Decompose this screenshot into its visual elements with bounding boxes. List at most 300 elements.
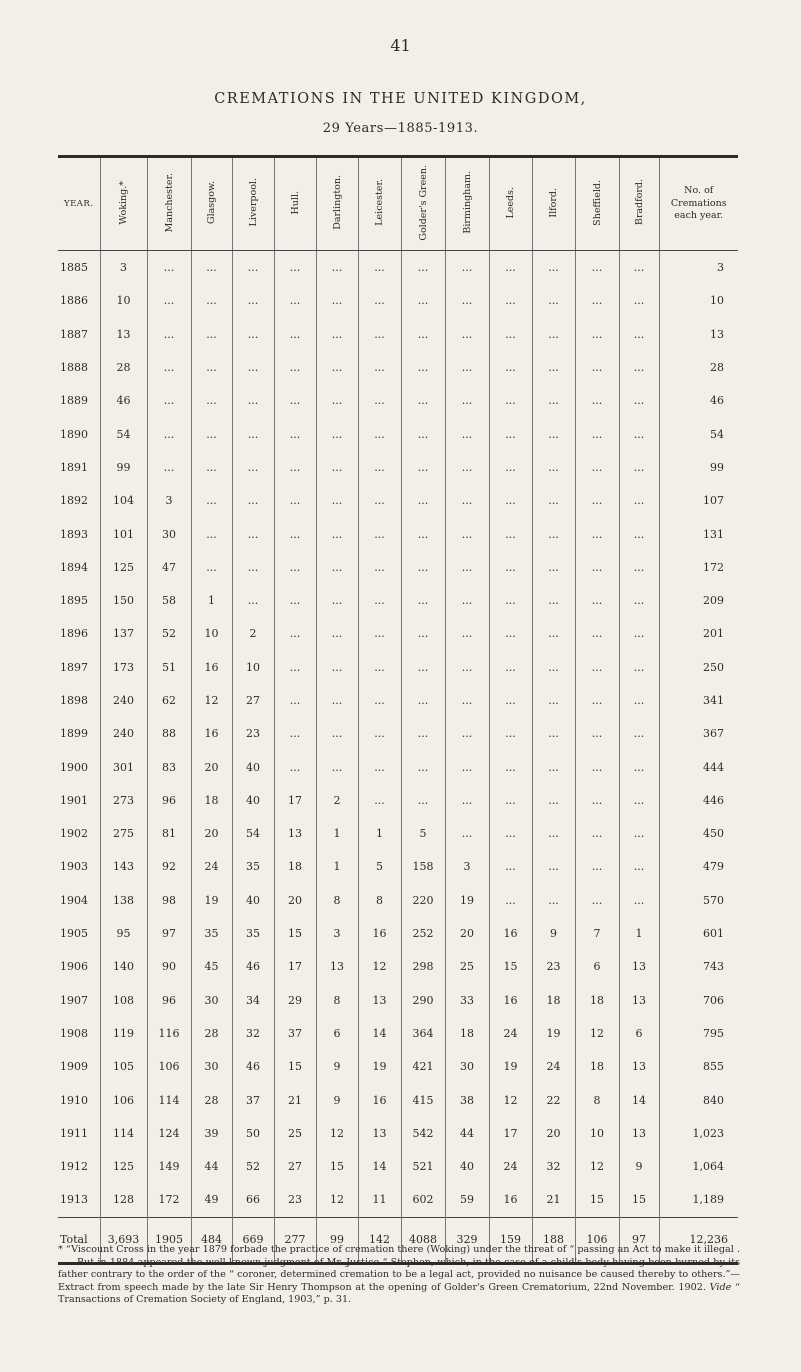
- table-row: [58, 551, 738, 584]
- header-place: [445, 157, 489, 251]
- table-cell: 21: [274, 1083, 316, 1116]
- header-place: [401, 157, 445, 251]
- table-cell: 3: [445, 850, 489, 883]
- table-cell: ...: [532, 750, 575, 783]
- table-cell: 34: [232, 984, 274, 1017]
- table-cell: 7: [575, 917, 619, 950]
- table-cell: 6: [619, 1017, 659, 1050]
- table-cell: ...: [619, 651, 659, 684]
- table-cell: 12: [358, 950, 401, 983]
- table-cell: 13: [619, 1117, 659, 1150]
- table-row: [58, 517, 738, 550]
- table-cell: 20: [274, 884, 316, 917]
- table-cell: ...: [274, 551, 316, 584]
- table-cell: ...: [316, 584, 358, 617]
- table-row: [58, 384, 738, 417]
- table-cell: 33: [445, 984, 489, 1017]
- table-cell: ...: [274, 351, 316, 384]
- table-cell: ...: [619, 750, 659, 783]
- yearly-total-cell: 840: [659, 1083, 738, 1116]
- table-cell: 17: [274, 784, 316, 817]
- total-cell: 669: [232, 1217, 274, 1263]
- table-cell: 24: [532, 1050, 575, 1083]
- table-cell: ...: [445, 817, 489, 850]
- table-cell: 40: [232, 884, 274, 917]
- table-row: [58, 1017, 738, 1050]
- table-cell: ...: [316, 451, 358, 484]
- table-cell: ...: [274, 417, 316, 450]
- header-place: [358, 157, 401, 251]
- table-cell: 106: [147, 1050, 191, 1083]
- table-cell: ...: [575, 451, 619, 484]
- table-cell: 15: [619, 1183, 659, 1217]
- year-cell: 1911: [60, 1126, 88, 1140]
- table-cell: ...: [575, 584, 619, 617]
- table-cell: ...: [445, 651, 489, 684]
- table-row: [58, 750, 738, 783]
- table-cell: ...: [619, 251, 659, 285]
- table-cell: ...: [316, 251, 358, 285]
- table-cell: 20: [191, 750, 232, 783]
- table-cell: 104: [100, 484, 147, 517]
- table-cell: 1: [619, 917, 659, 950]
- table-cell: ...: [358, 284, 401, 317]
- table-cell: ...: [316, 318, 358, 351]
- table-cell: 5: [401, 817, 445, 850]
- table-cell: 106: [100, 1083, 147, 1116]
- table-cell: ...: [232, 517, 274, 550]
- yearly-total-cell: 46: [659, 384, 738, 417]
- table-cell: 49: [191, 1183, 232, 1217]
- table-cell: ...: [532, 417, 575, 450]
- table-cell: 54: [100, 417, 147, 450]
- table-cell: ...: [575, 651, 619, 684]
- table-cell: 18: [575, 1050, 619, 1083]
- table-cell: ...: [401, 784, 445, 817]
- table-cell: 275: [100, 817, 147, 850]
- yearly-total-cell: 201: [659, 617, 738, 650]
- table-cell: ...: [316, 517, 358, 550]
- footnote-reference: “ Transactions of Cremation Society of England, 1903,” p. 31.: [58, 1281, 740, 1306]
- year-cell: 1898: [60, 694, 88, 707]
- table-cell: ...: [489, 684, 532, 717]
- table-body: [58, 251, 738, 1218]
- table-cell: ...: [619, 318, 659, 351]
- table-cell: 124: [147, 1117, 191, 1150]
- yearly-total-cell: 601: [659, 917, 738, 950]
- table-cell: ...: [619, 584, 659, 617]
- table-cell: 1: [358, 817, 401, 850]
- yearly-total-cell: 446: [659, 784, 738, 817]
- table-cell: 542: [401, 1117, 445, 1150]
- table-cell: 1: [316, 850, 358, 883]
- table-row: [58, 684, 738, 717]
- table-cell: 20: [191, 817, 232, 850]
- table-cell: ...: [445, 318, 489, 351]
- year-cell: 1903: [60, 860, 88, 874]
- table-cell: 37: [274, 1017, 316, 1050]
- table-cell: 32: [532, 1150, 575, 1183]
- table-cell: ...: [358, 384, 401, 417]
- table-cell: 12: [575, 1017, 619, 1050]
- table-cell: 62: [147, 684, 191, 717]
- total-cell: 329: [445, 1217, 489, 1263]
- table-cell: 3: [316, 917, 358, 950]
- table-cell: ...: [358, 651, 401, 684]
- table-cell: 45: [191, 950, 232, 983]
- table-cell: ...: [401, 251, 445, 285]
- table-cell: ...: [274, 684, 316, 717]
- table-cell: 8: [358, 884, 401, 917]
- table-cell: ...: [532, 817, 575, 850]
- table-cell: ...: [274, 451, 316, 484]
- table-cell: ...: [316, 617, 358, 650]
- yearly-total-cell: 1,064: [659, 1150, 738, 1183]
- header-place: [489, 157, 532, 251]
- table-cell: ...: [445, 484, 489, 517]
- year-cell: 1896: [60, 627, 88, 641]
- table-cell: 12: [575, 1150, 619, 1183]
- table-cell: ...: [358, 617, 401, 650]
- table-cell: 9: [316, 1083, 358, 1116]
- table-cell: 23: [232, 717, 274, 750]
- table-cell: 28: [100, 351, 147, 384]
- table-cell: ...: [532, 651, 575, 684]
- table-cell: ...: [401, 717, 445, 750]
- table-cell: ...: [489, 417, 532, 450]
- header-place: [232, 157, 274, 251]
- table-cell: 252: [401, 917, 445, 950]
- table-cell: ...: [575, 351, 619, 384]
- yearly-total-cell: 250: [659, 651, 738, 684]
- table-cell: 19: [445, 884, 489, 917]
- year-cell: 1910: [60, 1093, 88, 1107]
- table-cell: 1: [191, 584, 232, 617]
- table-cell: ...: [532, 551, 575, 584]
- page-number: 41: [390, 36, 411, 55]
- table-cell: ...: [232, 251, 274, 285]
- table-cell: 20: [532, 1117, 575, 1150]
- table-cell: 30: [445, 1050, 489, 1083]
- table-cell: 15: [575, 1183, 619, 1217]
- table-cell: 108: [100, 984, 147, 1017]
- table-cell: ...: [619, 484, 659, 517]
- table-row: [58, 651, 738, 684]
- table-cell: ...: [619, 784, 659, 817]
- table-cell: 96: [147, 984, 191, 1017]
- table-cell: 9: [532, 917, 575, 950]
- table-cell: 23: [274, 1183, 316, 1217]
- table-row: [58, 584, 738, 617]
- table-cell: 6: [575, 950, 619, 983]
- table-cell: ...: [232, 351, 274, 384]
- year-cell: 1908: [60, 1026, 88, 1040]
- table-cell: ...: [274, 584, 316, 617]
- table-cell: ...: [489, 651, 532, 684]
- table-cell: 173: [100, 651, 147, 684]
- year-cell: 1912: [60, 1160, 88, 1174]
- table-cell: ...: [401, 517, 445, 550]
- table-cell: ...: [358, 684, 401, 717]
- table-cell: 15: [274, 1050, 316, 1083]
- header-place-label: Hull.: [289, 190, 301, 215]
- table-cell: 88: [147, 717, 191, 750]
- header-place: [191, 157, 232, 251]
- table-cell: ...: [575, 750, 619, 783]
- yearly-total-cell: 28: [659, 351, 738, 384]
- year-cell: 1913: [60, 1193, 88, 1207]
- table-cell: ...: [619, 817, 659, 850]
- table-cell: 3: [100, 251, 147, 285]
- table-cell: ...: [575, 517, 619, 550]
- table-cell: ...: [532, 850, 575, 883]
- table-cell: ...: [575, 717, 619, 750]
- table-cell: ...: [445, 251, 489, 285]
- header-place: [147, 157, 191, 251]
- table-cell: 116: [147, 1017, 191, 1050]
- table-cell: 16: [489, 1183, 532, 1217]
- table-cell: 18: [191, 784, 232, 817]
- table-cell: ...: [575, 784, 619, 817]
- table-cell: ...: [191, 551, 232, 584]
- table-cell: ...: [401, 384, 445, 417]
- table-cell: ...: [489, 584, 532, 617]
- table-cell: 54: [232, 817, 274, 850]
- table-cell: 9: [316, 1050, 358, 1083]
- table-cell: ...: [619, 551, 659, 584]
- header-place-label: Glasgow.: [206, 181, 217, 224]
- year-cell: 1885: [60, 261, 88, 275]
- table-cell: 13: [619, 984, 659, 1017]
- table-cell: 105: [100, 1050, 147, 1083]
- table-cell: 47: [147, 551, 191, 584]
- table-cell: ...: [232, 318, 274, 351]
- table-cell: 29: [274, 984, 316, 1017]
- year-cell: 1899: [60, 727, 88, 741]
- table-cell: 92: [147, 850, 191, 883]
- table-cell: ...: [274, 651, 316, 684]
- table-cell: 150: [100, 584, 147, 617]
- table-cell: 13: [358, 984, 401, 1017]
- table-cell: 35: [191, 917, 232, 950]
- table-cell: ...: [316, 551, 358, 584]
- total-cell: 99: [316, 1217, 358, 1263]
- page-title: CREMATIONS IN THE UNITED KINGDOM,: [214, 91, 587, 107]
- table-cell: ...: [147, 384, 191, 417]
- table-cell: ...: [316, 651, 358, 684]
- table-cell: 9: [619, 1150, 659, 1183]
- table-cell: ...: [489, 284, 532, 317]
- table-cell: ...: [619, 850, 659, 883]
- table-cell: 44: [445, 1117, 489, 1150]
- table-cell: 16: [489, 984, 532, 1017]
- year-cell: 1894: [60, 560, 88, 574]
- table-cell: ...: [147, 417, 191, 450]
- table-row: [58, 984, 738, 1017]
- year-cell: 1902: [60, 827, 88, 841]
- table-cell: ...: [358, 551, 401, 584]
- table-row: [58, 1083, 738, 1116]
- table-cell: ...: [274, 517, 316, 550]
- table-cell: ...: [401, 417, 445, 450]
- table-cell: 240: [100, 717, 147, 750]
- footnote-vide: Vide: [709, 1281, 732, 1293]
- yearly-total-cell: 450: [659, 817, 738, 850]
- table-cell: 13: [358, 1117, 401, 1150]
- table-cell: ...: [489, 817, 532, 850]
- table-cell: ...: [489, 717, 532, 750]
- table-cell: ...: [489, 451, 532, 484]
- table-cell: 19: [532, 1017, 575, 1050]
- table-cell: ...: [191, 318, 232, 351]
- table-cell: 158: [401, 850, 445, 883]
- table-cell: 143: [100, 850, 147, 883]
- year-cell: 1891: [60, 460, 88, 474]
- table-cell: 21: [532, 1183, 575, 1217]
- table-cell: 46: [232, 950, 274, 983]
- table-cell: ...: [575, 251, 619, 285]
- table-cell: ...: [619, 451, 659, 484]
- table-cell: ...: [401, 684, 445, 717]
- table-row: [58, 817, 738, 850]
- table-cell: ...: [316, 684, 358, 717]
- table-cell: ...: [191, 451, 232, 484]
- table-cell: ...: [575, 684, 619, 717]
- table-row: [58, 351, 738, 384]
- table-cell: 12: [316, 1183, 358, 1217]
- table-cell: ...: [316, 750, 358, 783]
- table-row: [58, 451, 738, 484]
- header-place-label: Bradford.: [633, 179, 645, 226]
- table-cell: ...: [401, 651, 445, 684]
- table-cell: ...: [147, 251, 191, 285]
- header-place-label: Sheffield.: [591, 179, 603, 226]
- table-cell: ...: [445, 617, 489, 650]
- table-cell: ...: [316, 384, 358, 417]
- year-cell: 1907: [60, 993, 88, 1007]
- table-cell: 30: [191, 984, 232, 1017]
- table-cell: 128: [100, 1183, 147, 1217]
- header-place-label: Liverpool.: [247, 178, 259, 227]
- total-cell: 159: [489, 1217, 532, 1263]
- table-cell: 18: [445, 1017, 489, 1050]
- table-cell: ...: [191, 384, 232, 417]
- table-row: [58, 417, 738, 450]
- table-cell: ...: [358, 584, 401, 617]
- table-cell: ...: [532, 717, 575, 750]
- table-cell: 28: [191, 1017, 232, 1050]
- table-row: [58, 784, 738, 817]
- table-row: [58, 617, 738, 650]
- table-cell: ...: [532, 684, 575, 717]
- table-cell: 125: [100, 1150, 147, 1183]
- yearly-total-cell: 367: [659, 717, 738, 750]
- table-cell: 11: [358, 1183, 401, 1217]
- table-row: [58, 1117, 738, 1150]
- table-cell: ...: [575, 318, 619, 351]
- table-cell: 58: [147, 584, 191, 617]
- table-cell: 81: [147, 817, 191, 850]
- table-cell: 35: [232, 850, 274, 883]
- table-cell: ...: [619, 517, 659, 550]
- table-cell: 6: [316, 1017, 358, 1050]
- table-cell: 25: [274, 1117, 316, 1150]
- yearly-total-cell: 99: [659, 451, 738, 484]
- table-cell: 35: [232, 917, 274, 950]
- total-cell: 484: [191, 1217, 232, 1263]
- table-cell: ...: [358, 318, 401, 351]
- table-row: [58, 1150, 738, 1183]
- table-cell: 421: [401, 1050, 445, 1083]
- table-cell: ...: [575, 884, 619, 917]
- yearly-total-cell: 1,023: [659, 1117, 738, 1150]
- table-cell: 12: [191, 684, 232, 717]
- header-place-label: Golder's Green.: [417, 164, 429, 241]
- table-cell: ...: [274, 284, 316, 317]
- table-row: [58, 251, 738, 285]
- table-cell: ...: [489, 517, 532, 550]
- table-cell: ...: [191, 251, 232, 285]
- year-cell: 1889: [60, 394, 88, 408]
- table-cell: ...: [532, 318, 575, 351]
- table-cell: 273: [100, 784, 147, 817]
- table-cell: 10: [575, 1117, 619, 1150]
- table-cell: 27: [232, 684, 274, 717]
- table-cell: ...: [358, 784, 401, 817]
- table-cell: ...: [274, 318, 316, 351]
- table-cell: 37: [232, 1083, 274, 1116]
- table-cell: ...: [489, 850, 532, 883]
- header-total: No. of Cremations each year.: [659, 157, 738, 251]
- table-cell: ...: [191, 284, 232, 317]
- table-cell: ...: [232, 284, 274, 317]
- year-cell: 1886: [60, 294, 88, 308]
- cremations-table: [58, 155, 738, 1265]
- table-cell: 52: [147, 617, 191, 650]
- table-cell: 50: [232, 1117, 274, 1150]
- table-cell: ...: [619, 684, 659, 717]
- table-cell: 51: [147, 651, 191, 684]
- table-cell: 16: [358, 1083, 401, 1116]
- table-cell: ...: [401, 351, 445, 384]
- table-cell: ...: [232, 551, 274, 584]
- year-cell: 1906: [60, 960, 88, 974]
- table-cell: ...: [489, 750, 532, 783]
- table-cell: ...: [445, 417, 489, 450]
- table-cell: ...: [274, 484, 316, 517]
- table-cell: ...: [532, 884, 575, 917]
- table-cell: ...: [147, 451, 191, 484]
- table-cell: ...: [619, 384, 659, 417]
- table-cell: ...: [445, 684, 489, 717]
- table-cell: 415: [401, 1083, 445, 1116]
- table-cell: ...: [445, 551, 489, 584]
- table-cell: 16: [489, 917, 532, 950]
- table-row: [58, 917, 738, 950]
- table-row: [58, 717, 738, 750]
- table-cell: 16: [191, 651, 232, 684]
- table-cell: ...: [358, 417, 401, 450]
- table-cell: ...: [232, 384, 274, 417]
- table-cell: ...: [489, 351, 532, 384]
- table-cell: 364: [401, 1017, 445, 1050]
- table-row: [58, 850, 738, 883]
- table-cell: ...: [489, 251, 532, 285]
- header-place: [274, 157, 316, 251]
- table-cell: ...: [575, 850, 619, 883]
- header-place: [316, 157, 358, 251]
- table-cell: ...: [232, 484, 274, 517]
